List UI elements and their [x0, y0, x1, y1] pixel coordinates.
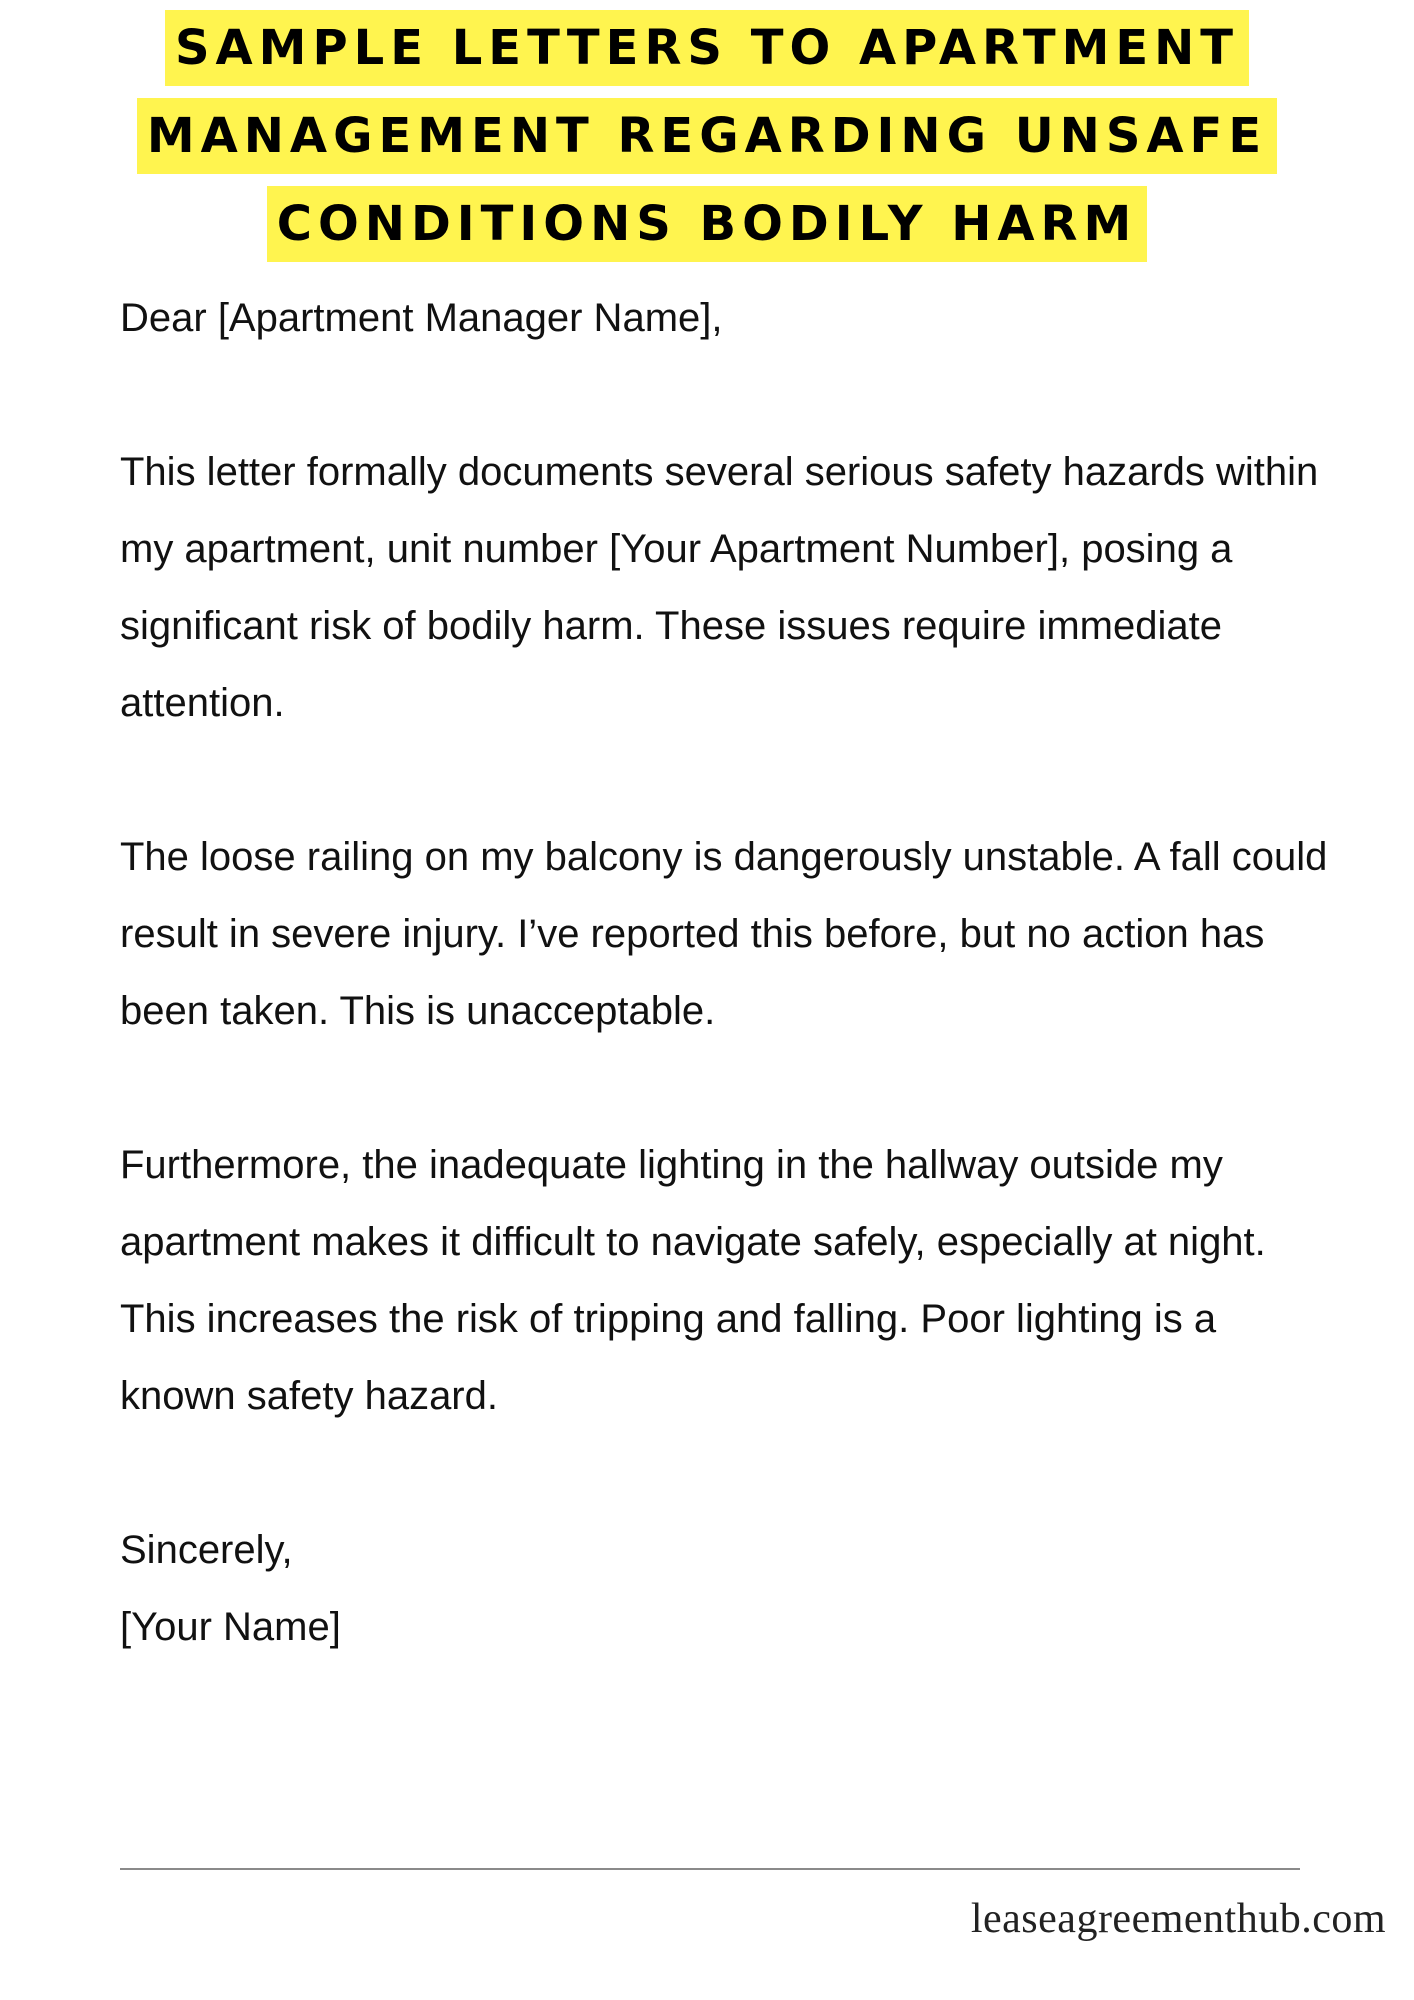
- title-line-3-text: CONDITIONS BODILY HARM: [267, 186, 1147, 262]
- closing: Sincerely,: [120, 1528, 293, 1572]
- letter-body: [120, 280, 1340, 1666]
- title-line-2-text: MANAGEMENT REGARDING UNSAFE: [137, 98, 1277, 174]
- title-line-2: [0, 98, 1414, 186]
- paragraph-lighting: Furthermore, the inadequate lighting in the hallway outside my apartment makes it difficult to navigate safely, especially at night. This increases the risk of tripping and falling. Poor lighting is a known safety hazard.: [120, 1143, 1266, 1418]
- paragraph-intro: This letter formally documents several serious safety hazards within my apartment, unit number [Your Apartment Number], posing a significant risk of bodily harm. These issues require immediate attention.: [120, 450, 1319, 725]
- title-line-1: [0, 10, 1414, 98]
- paragraph-railing: The loose railing on my balcony is dangerously unstable. A fall could result in severe injury. I’ve reported this before, but no action has been taken. This is unacceptable.: [120, 835, 1328, 1033]
- salutation: Dear [Apartment Manager Name],: [120, 296, 723, 340]
- title-line-3: [0, 186, 1414, 274]
- signature: [Your Name]: [120, 1605, 341, 1649]
- page-title: [0, 10, 1414, 274]
- title-line-1-text: SAMPLE LETTERS TO APARTMENT: [165, 10, 1249, 86]
- footer-site-name: leaseagreementhub.com: [970, 1896, 1386, 1942]
- footer-divider: [120, 1868, 1300, 1870]
